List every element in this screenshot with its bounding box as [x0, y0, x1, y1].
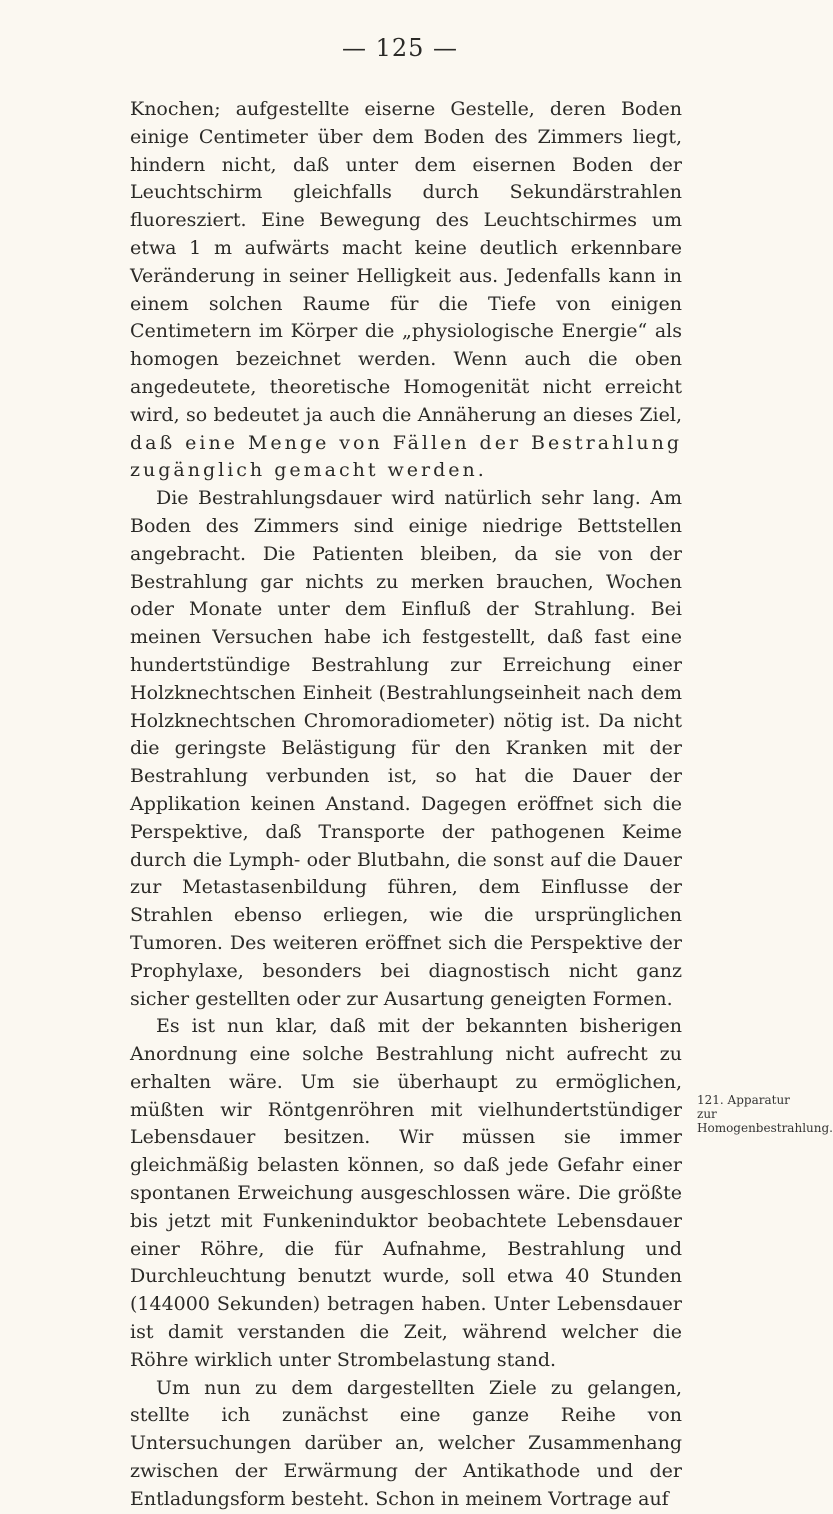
margin-note-number: 121.: [697, 1093, 724, 1107]
margin-note-text: Apparatur zur Homogenbestrahlung.: [697, 1093, 833, 1135]
page-number: — 125 —: [341, 34, 459, 62]
paragraph-1-text: Knochen; aufgestellte eiserne Gestelle, deren Boden einige Centimeter über dem Boden des Zimmers liegt, hindern nicht, daß unter dem eisernen Boden der Leuchtschirm gleichfalls durch Sekundärstrahlen fluoresziert. Eine Bewegung des Leuchtschirmes um etwa 1 m aufwärts macht keine deutlich erkennbare Veränderung in seiner Helligkeit aus. Jedenfalls kann in einem solchen Raume für die Tiefe von einigen Centimetern im Körper die „physiologische Energie“ als homogen bezeichnet werden. Wenn auch die oben angedeutete, theoretische Homogenität nicht erreicht wird, so bedeutet ja auch die Annäherung an dieses Ziel,: [130, 98, 682, 426]
paragraph-4: Um nun zu dem dargestellten Ziele zu gelangen, stellte ich zunächst eine ganze Reihe von Untersuchungen darüber an, welcher Zusammenhang zwischen der Erwärmung der Antikathode und der Entladungsform besteht. Schon in meinem Vortrage auf: [130, 1376, 682, 1510]
paragraph-2: Die Bestrahlungsdauer wird natürlich sehr lang. Am Boden des Zimmers sind einige niedrige Bettstellen angebracht. Die Patienten bleiben, da sie von der Bestrahlung gar nichts zu merken brauchen, Wochen oder Monate unter dem Einfluß der Strahlung. Bei meinen Versuchen habe ich festgestellt, daß fast eine hundertstündige Bestrahlung zur Erreichung einer Holzknechtschen Einheit (Bestrahlungseinheit nach dem Holzknechtschen Chromoradiometer) nötig ist. Da nicht die geringste Belästigung für den Kranken mit der Bestrahlung verbunden ist, so hat die Dauer der Applikation keinen Anstand. Dagegen eröffnet sich die Perspektive, daß Transporte der pathogenen Keime durch die Lymph- oder Blutbahn, die sonst auf die Dauer zur Metastasenbildung führen, dem Einflusse der Strahlen ebenso erliegen, wie die ursprünglichen Tumoren. Des weiteren eröffnet sich die Perspektive der Prophylaxe, besonders bei diagnostisch nicht ganz sicher gestellten oder zur Ausartung geneigten Formen.: [130, 487, 682, 1010]
paragraph-3: Es ist nun klar, daß mit der bekannten bisherigen Anordnung eine solche Bestrahlung nicht aufrecht zu erhalten wäre. Um sie überhaupt zu ermöglichen, müßten wir Röntgenröhren mit vielhundertstündiger Lebensdauer besitzen. Wir müssen sie immer gleichmäßig belasten können, so daß jede Gefahr einer spontanen Erweichung ausgeschlossen wäre. Die größte bis jetzt mit Funkeninduktor beobachtete Lebensdauer einer Röhre, die für Aufnahme, Bestrahlung und Durchleuchtung benutzt wurde, soll etwa 40 Stunden (144000 Sekunden) betragen haben. Unter Lebensdauer ist damit verstanden die Zeit, während welcher die Röhre wirklich unter Strombelastung stand.: [130, 1015, 682, 1371]
emphasized-phrase: daß eine Menge von Fällen der Bestrahlung zugänglich gemacht werden.: [130, 431, 682, 482]
body-text: [130, 96, 682, 1514]
paragraph-1: [130, 96, 682, 485]
margin-note: [697, 1093, 833, 1135]
